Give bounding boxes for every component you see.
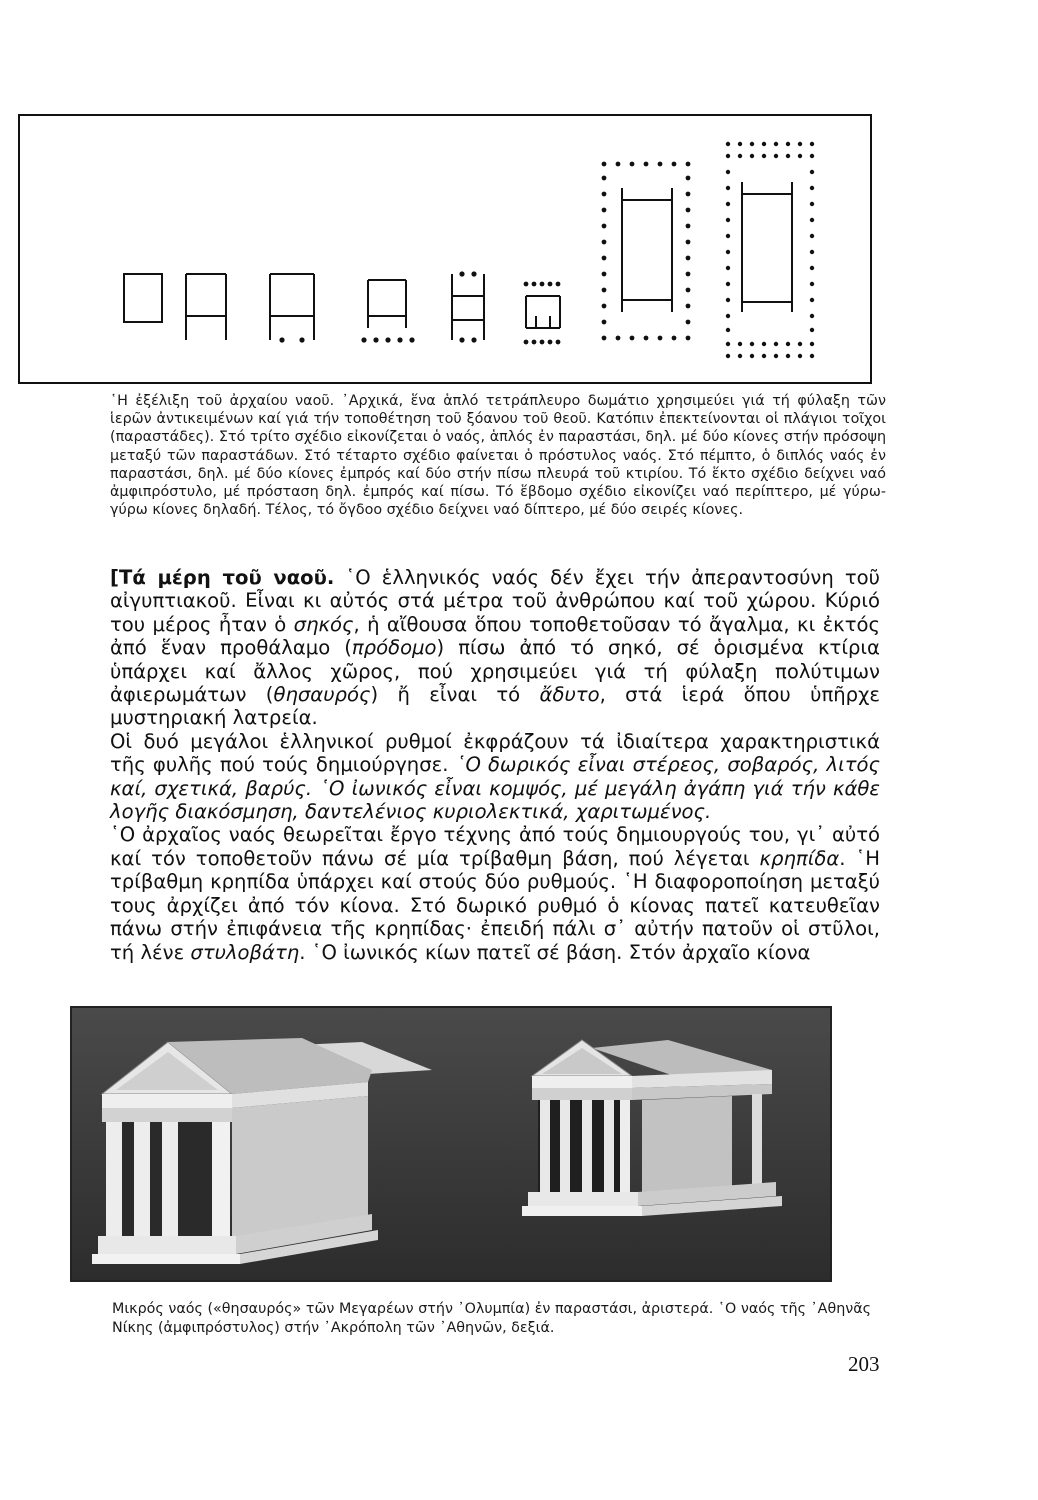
paragraph-krepis: ῾Ο ἀρχαῖος ναός θεωρεῖται ἔργο τέχνης ἀπό τούς δημιουργούς του, γι᾿ αὐτό καί τόν τοποθετοῦν πάνω σέ μία τρίβαθμη βάση, πού λέγεται κρηπίδα. ῾Η τρίβαθμη κρηπίδα ὑπάρχει καί στούς δύο ρυθμούς. ῾Η διαφοροποίηση μεταξύ τους ἀρχίζει ἀπό τόν κίονα. Στό δωρικό ρυθμό ὁ κίονας πατεῖ κατευθεῖαν πάνω στήν ἐπιφάνεια τῆς κρηπίδας· ἐπειδή πάλι σ᾿ αὐτήν πατοῦν οἱ στῦλοι, τή λένε στυλοβάτη. ῾Ο ἰωνικός κίων πατεῖ σέ βάση. Στόν ἀρχαῖο κίονα bbox=[110, 823, 880, 964]
plan-6-amphiprostyle bbox=[526, 296, 560, 328]
plan-2-antae bbox=[186, 274, 226, 340]
page-number: 203 bbox=[848, 1352, 880, 1376]
term-krepida: κρηπίδα bbox=[759, 846, 840, 870]
plan-6-columns bbox=[524, 282, 561, 345]
plan-5-columns bbox=[459, 271, 476, 342]
plans-caption: ῾Η ἐξέλιξη τοῦ ἀρχαίου ναοῦ. ᾿Αρχικά, ἕνα ἁπλό τετράπλευρο δωμάτιο χρησιμεύει γιά τή φύλαξη τῶν ἱερῶν ἀντικειμένων καί γιά τήν τοποθέτηση τοῦ ξόανου τοῦ θεοῦ. Κατόπιν ἐπεκτείνονται οἱ πλάγιοι τοῖχοι (παραστάδες). Στό τρίτο σχέδιο εἰκονίζεται ὁ ναός, ἁπλός ἐν παραστάσι, δηλ. μέ δύο κίονες στήν πρόσοψη μεταξύ τῶν παραστάδων. Στό τέταρτο σχέδιο φαίνεται ὁ πρόστυλος ναός. Στό πέμπτο, ὁ διπλός ναός ἐν παραστάσι, δηλ. μέ δύο κίονες ἐμπρός καί δύο στήν πίσω πλευρά τοῦ κτιρίου. Τό ἕκτο σχέδιο δείχνει ναό ἀμφιπρόστυλο, μέ πρόσταση δηλ. ἐμπρός καί πίσω. Τό ἕβδομο σχέδιο εἰκονίζει ναό περίπτερο, μέ γύρω-γύρω κίονες δηλαδή. Τέλος, τό ὄγδοο σχέδιο δείχνει ναό δίπτερο, μέ δύο σειρές κίονες. bbox=[110, 393, 886, 519]
section-heading: [Τά μέρη τοῦ ναοῦ. bbox=[110, 566, 335, 589]
orders-description: ῾Ο δωρικός εἶναι στέρεος, σοβαρός, λιτός καί, σχετικά, βαρύς. ῾Ο ἰωνικός εἶναι κομψός, μέ μεγάλη ἀγάπη γιά τήν κάθε λογῆς διακόσμηση, δαντελένιος κυριολεκτικά, χαριτωμένος. bbox=[110, 753, 880, 824]
temple-plans-diagram bbox=[20, 116, 874, 386]
main-text bbox=[110, 566, 880, 964]
plan-8-colonnades bbox=[726, 142, 814, 358]
temple-models-illustration bbox=[72, 1008, 832, 1282]
temple-plans-figure bbox=[18, 114, 872, 384]
photo-caption: Μικρός ναός («θησαυρός» τῶν Μεγαρέων στήν ᾿Ολυμπία) ἐν παραστάσι, ἀριστερά. ῾Ο ναός τῆς ᾿Αθηνᾶς Νίκης (ἀμφιπρόστυλος) στήν ᾿Ακρόπολη τῶν ᾿Αθηνῶν, δεξιά. bbox=[112, 1301, 872, 1336]
temple-models-photo bbox=[70, 1006, 832, 1282]
paragraph-orders: Οἱ δυό μεγάλοι ἑλληνικοί ρυθμοί ἐκφράζουν τά ἰδιαίτερα χαρακτηριστικά τῆς φυλῆς πού τούς δημιούργησε. ῾Ο δωρικός εἶναι στέρεος, σοβαρός, λιτός καί, σχετικά, βαρύς. ῾Ο ἰωνικός εἶναι κομψός, μέ μεγάλη ἀγάπη γιά τήν κάθε λογῆς διακόσμηση, δαντελένιος κυριολεκτικά, χαριτωμένος. bbox=[110, 729, 880, 824]
plan-7-colonnade bbox=[602, 162, 691, 341]
plan-4-columns bbox=[361, 337, 414, 342]
term-sekos: σηκός bbox=[293, 612, 354, 636]
plan-1-simple-room bbox=[124, 274, 162, 322]
plan-3-in-antis bbox=[270, 274, 314, 340]
plan-5-double-in-antis bbox=[452, 274, 484, 340]
plan-3-columns bbox=[279, 337, 304, 342]
paragraph-temple-parts: [Τά μέρη τοῦ ναοῦ. ῾Ο ἑλληνικός ναός δέν ἔχει τήν ἀπεραντοσύνη τοῦ αἰγυπτιακοῦ. Εἶναι κι αὐτός στά μέτρα τοῦ ἀνθρώπου καί τοῦ χώρου. Κύριό του μέρος ἦταν ὁ σηκός, ἡ αἴθουσα ὅπου τοποθετοῦσαν τό ἄγαλμα, κι ἐκτός ἀπό ἕναν προθάλαμο (πρόδομο) πίσω ἀπό τό σηκό, σέ ὁρισμένα κτίρια ὑπάρχει καί ἄλλος χῶρος, πού χρησιμεύει γιά τή φύλαξη πολύτιμων ἀφιερωμάτων (θησαυρός) ἤ εἶναι τό ἄδυτο, στά ἱερά ὅπου ὑπῆρχε μυστηριακή λατρεία. bbox=[110, 566, 881, 730]
plan-4-prostyle bbox=[368, 280, 406, 328]
term-stylobati: στυλοβάτη bbox=[190, 940, 300, 964]
term-adyto: ἄδυτο bbox=[539, 683, 600, 707]
term-thesauros: θησαυρός bbox=[273, 683, 371, 707]
plan-8-dipteral bbox=[742, 182, 792, 312]
plan-7-peripteral bbox=[622, 188, 672, 312]
term-prodomos: πρόδομο bbox=[351, 636, 437, 660]
